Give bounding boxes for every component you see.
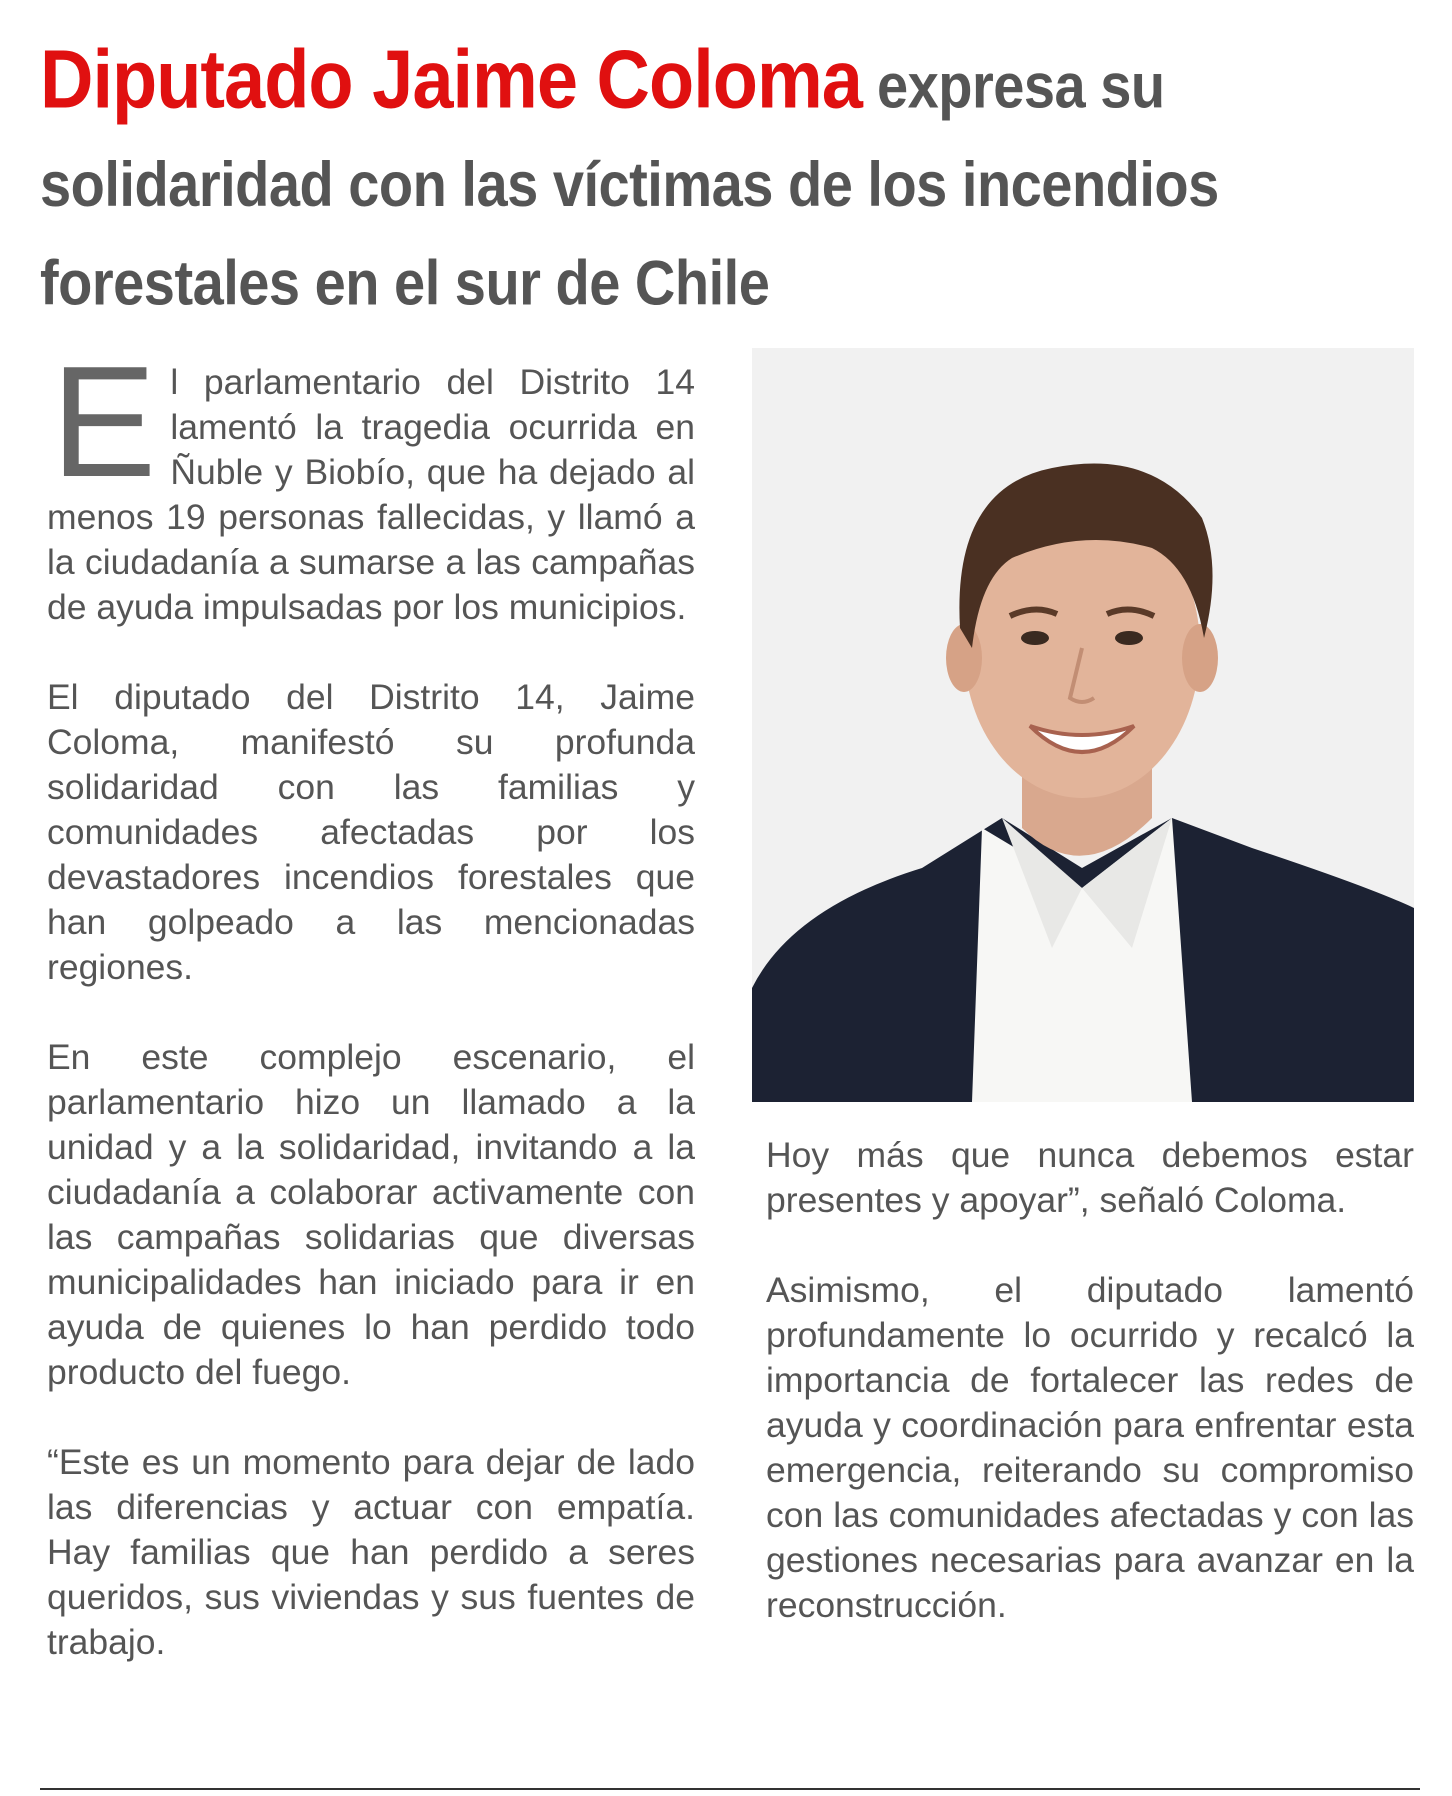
- body-paragraph-3: Asimismo, el diputado lamentó profundamente lo ocurrido y recalcó la importancia de fortalecer las redes de ayuda y coordinación para enfrentar esta emergencia, reiterando su compromiso con las comunidades afectadas y con las gestiones necesarias para avanzar en la reconstrucción.: [766, 1270, 1414, 1625]
- bottom-divider: [40, 1788, 1420, 1790]
- body-paragraph-2: En este complejo escenario, el parlamentario hizo un llamado a la unidad y a la solidaridad, invitando a la ciudadanía a colaborar activamente con las campañas solidarias que diversas municipalidades han iniciado para ir en ayuda de quienes lo han perdido todo producto del fuego.: [47, 1037, 695, 1392]
- lead-text: l parlamentario del Distrito 14 lamentó la tragedia ocurrida en Ñuble y Biobío, que ha dejado al menos 19 personas fallecidas, y llamó a la ciudadanía a sumarse a las campañas de ayuda impulsadas por los municipios.: [47, 362, 695, 627]
- quote-paragraph-start: “Este es un momento para dejar de lado las diferencias y actuar con empatía. Hay familias que han perdido a seres queridos, sus viviendas y sus fuentes de trabajo.: [47, 1442, 695, 1662]
- left-column: [47, 334, 695, 1665]
- left-eye: [1021, 631, 1049, 645]
- lead-paragraph: [47, 334, 695, 630]
- headline-highlight: Diputado Jaime Coloma: [40, 32, 862, 126]
- article-headline: [40, 30, 1420, 332]
- portrait-illustration: [752, 348, 1414, 1102]
- right-eye: [1115, 631, 1143, 645]
- body-paragraph-1: El diputado del Distrito 14, Jaime Coloma, manifestó su profunda solidaridad con las familias y comunidades afectadas por los devastadores incendios forestales que han golpeado a las mencionadas regiones.: [47, 677, 695, 987]
- right-column: [766, 1133, 1414, 1628]
- right-ear: [1182, 624, 1218, 692]
- politician-portrait-photo: [752, 348, 1414, 1102]
- drop-cap: E: [51, 334, 157, 510]
- quote-paragraph-end: Hoy más que nunca debemos estar presentes y apoyar”, señaló Coloma.: [766, 1135, 1414, 1220]
- headline-rest: expresa su solidaridad con las víctimas de los incendios forestales en el sur de Chile: [40, 50, 1219, 318]
